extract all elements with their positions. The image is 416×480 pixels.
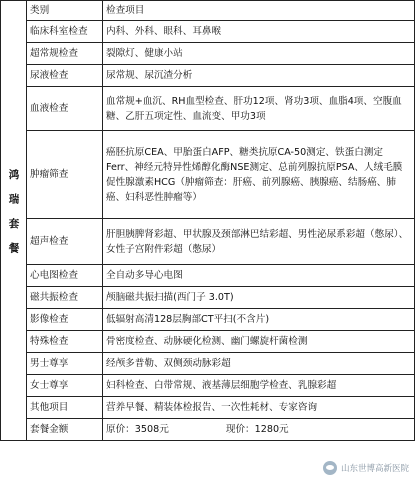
row-category: 其他项目 bbox=[27, 397, 103, 419]
row-category: 尿液检查 bbox=[27, 65, 103, 87]
row-category: 肿瘤筛查 bbox=[27, 131, 103, 219]
table-row bbox=[1, 375, 415, 397]
original-price: 原价：3508元 bbox=[106, 424, 169, 435]
row-items: 经颅多普勒、双侧颈动脉彩超 bbox=[103, 353, 415, 375]
row-category: 女士尊享 bbox=[27, 375, 103, 397]
table-row bbox=[1, 219, 415, 265]
row-items: 骨密度检查、动脉硬化检测、幽门螺旋杆菌检测 bbox=[103, 331, 415, 353]
wechat-icon bbox=[323, 461, 337, 475]
row-category: 男士尊享 bbox=[27, 353, 103, 375]
row-category: 心电图检查 bbox=[27, 265, 103, 287]
row-items: 妇科检查、白带常规、液基薄层细胞学检查、乳腺彩超 bbox=[103, 375, 415, 397]
row-items: 尿常规、尿沉渣分析 bbox=[103, 65, 415, 87]
row-category: 超常规检查 bbox=[27, 43, 103, 65]
price-values bbox=[103, 419, 415, 441]
row-items: 肝胆胰脾肾彩超、甲状腺及颈部淋巴结彩超、男性泌尿系彩超（憋尿）、女性子宫附件彩超（憋尿） bbox=[103, 219, 415, 265]
table-row bbox=[1, 353, 415, 375]
row-items: 低辐射高清128层胸部CT平扫(不含片) bbox=[103, 309, 415, 331]
price-category: 套餐金额 bbox=[27, 419, 103, 441]
table-row bbox=[1, 65, 415, 87]
row-items: 癌胚抗原CEA、甲胎蛋白AFP、糖类抗原CA-50测定、铁蛋白测定Ferr、神经元特异性烯醇化酶NSE测定、总前列腺抗原PSA、人绒毛膜促性腺激素HCG（肿瘤筛查：肝癌、前列腺癌、胰腺癌、结肠癌、肺癌、妇科恶性肿瘤等） bbox=[103, 131, 415, 219]
package-name: 鸿瑞套餐 bbox=[7, 169, 20, 267]
row-items: 全自动多导心电图 bbox=[103, 265, 415, 287]
watermark-text: 山东世博高新医院 bbox=[340, 464, 409, 474]
row-category: 特殊检查 bbox=[27, 331, 103, 353]
row-items: 营养早餐、精装体检报告、一次性耗材、专家咨询 bbox=[103, 397, 415, 419]
table-row bbox=[1, 21, 415, 43]
table-row bbox=[1, 287, 415, 309]
table-row bbox=[1, 265, 415, 287]
table-header-row bbox=[1, 1, 415, 21]
row-items: 血常规+血沉、RH血型检查、肝功12项、肾功3项、血脂4项、空腹血糖、乙肝五项定性、血流变、甲功3项 bbox=[103, 87, 415, 131]
table-row bbox=[1, 331, 415, 353]
table-row bbox=[1, 43, 415, 65]
table-row bbox=[1, 131, 415, 219]
row-items: 颅脑磁共振扫描(西门子 3.0T) bbox=[103, 287, 415, 309]
table-row bbox=[1, 397, 415, 419]
current-price: 现价：1280元 bbox=[225, 424, 289, 435]
header-items: 检查项目 bbox=[103, 1, 415, 21]
source-watermark bbox=[323, 461, 409, 475]
row-category: 影像检查 bbox=[27, 309, 103, 331]
row-items: 内科、外科、眼科、耳鼻喉 bbox=[103, 21, 415, 43]
table-row bbox=[1, 309, 415, 331]
row-category: 血液检查 bbox=[27, 87, 103, 131]
header-category: 类别 bbox=[27, 1, 103, 21]
price-row bbox=[1, 419, 415, 441]
package-side-title bbox=[1, 1, 27, 441]
row-items: 裂隙灯、健康小站 bbox=[103, 43, 415, 65]
row-category: 超声检查 bbox=[27, 219, 103, 265]
row-category: 磁共振检查 bbox=[27, 287, 103, 309]
row-category: 临床科室检查 bbox=[27, 21, 103, 43]
table-row bbox=[1, 87, 415, 131]
